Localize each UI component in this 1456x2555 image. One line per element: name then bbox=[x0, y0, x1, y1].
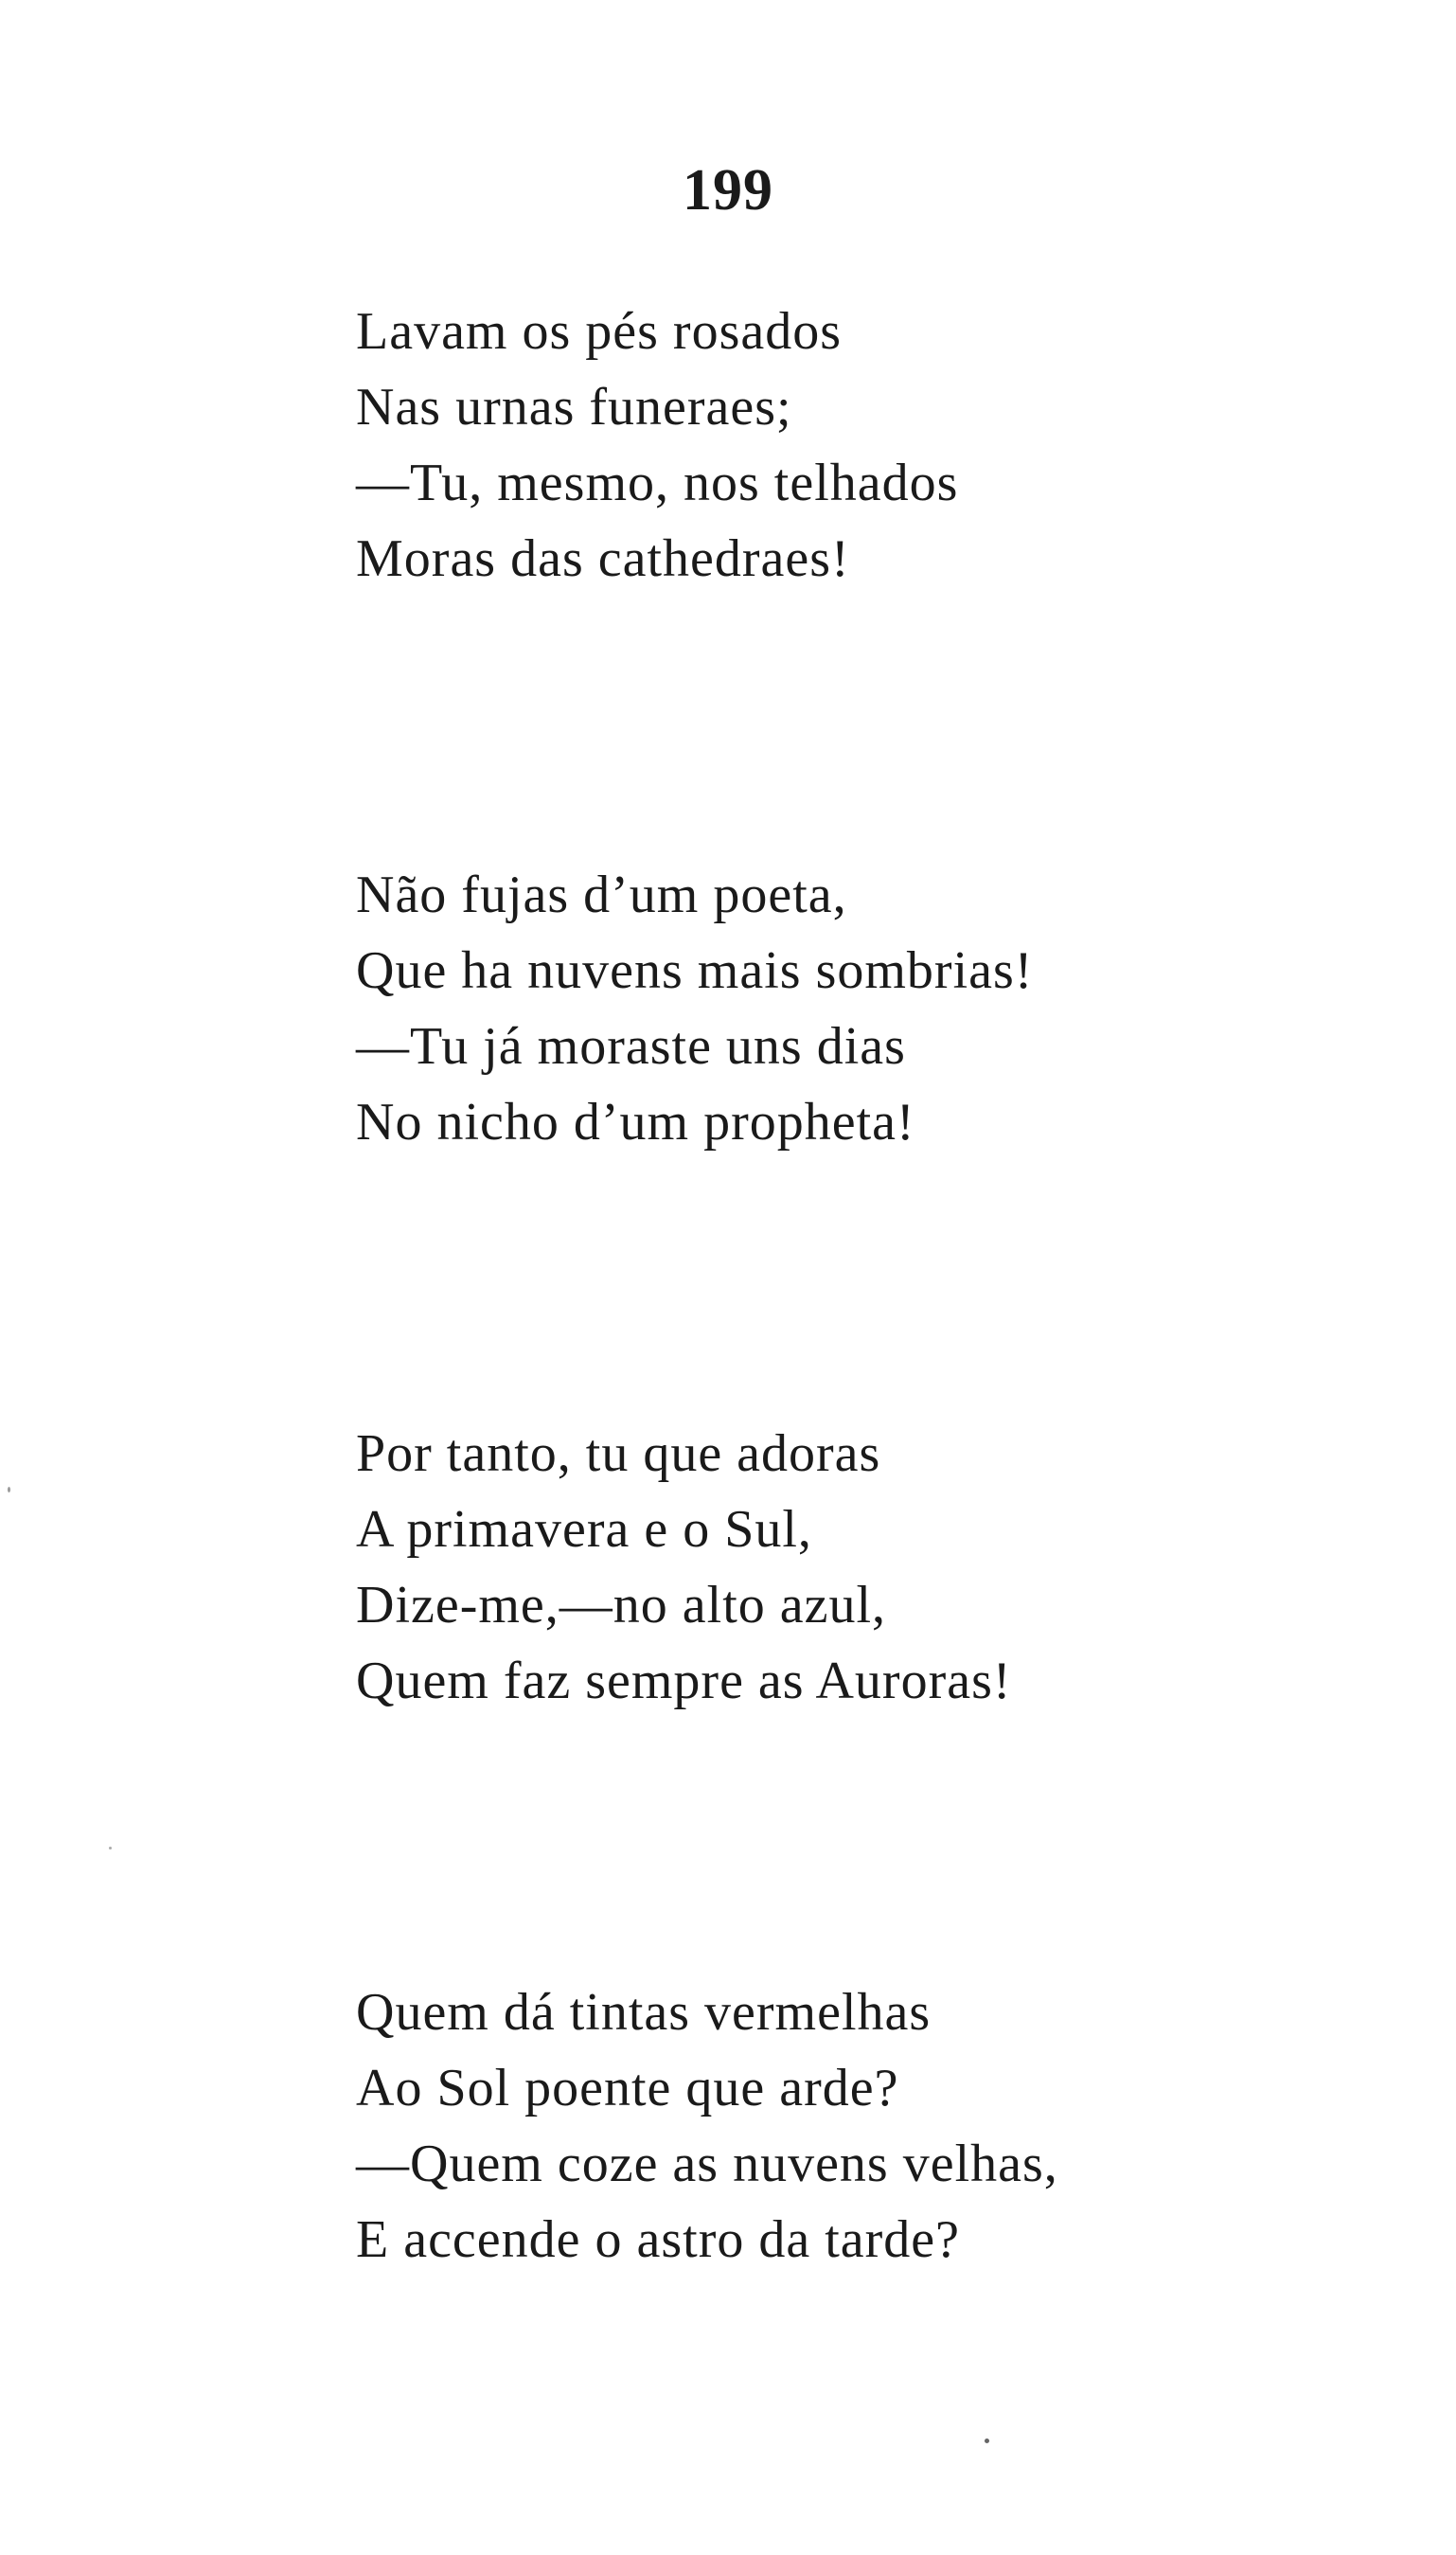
paper-speck bbox=[109, 1847, 112, 1849]
paper-speck bbox=[8, 1487, 10, 1492]
stanza bbox=[356, 1974, 1303, 2278]
verse-line: Que ha nuvens mais sombrias! bbox=[356, 941, 1034, 1000]
verse-line: Lavam os pés rosados bbox=[356, 302, 843, 361]
verse-line: Moras das cathedraes! bbox=[356, 529, 850, 588]
verse-line: Dize-me,—no alto azul, bbox=[356, 1576, 887, 1635]
verse-line: —Tu já moraste uns dias bbox=[356, 1017, 906, 1076]
stanza bbox=[356, 294, 1303, 597]
verse-line: Não fujas d’um poeta, bbox=[356, 866, 847, 924]
verse-line: No nicho d’um propheta! bbox=[356, 1093, 915, 1152]
stanza bbox=[356, 857, 1303, 1160]
stanza bbox=[356, 1416, 1303, 1719]
verse-line: Ao Sol poente que arde? bbox=[356, 2059, 899, 2117]
verse-line: Quem faz sempre as Auroras! bbox=[356, 1652, 1012, 1710]
verse-line: A primavera e o Sul, bbox=[356, 1500, 812, 1559]
verse-line: Quem dá tintas vermelhas bbox=[356, 1983, 932, 2042]
verse-line: Nas urnas funeraes; bbox=[356, 378, 792, 437]
page-number: 199 bbox=[683, 158, 773, 223]
verse-line: —Tu, mesmo, nos telhados bbox=[356, 454, 959, 512]
verse-line: E accende o astro da tarde? bbox=[356, 2210, 960, 2269]
verse-line: Por tanto, tu que adoras bbox=[356, 1424, 881, 1483]
verse-line: —Quem coze as nuvens velhas, bbox=[356, 2135, 1058, 2193]
paper-speck bbox=[985, 2439, 989, 2443]
